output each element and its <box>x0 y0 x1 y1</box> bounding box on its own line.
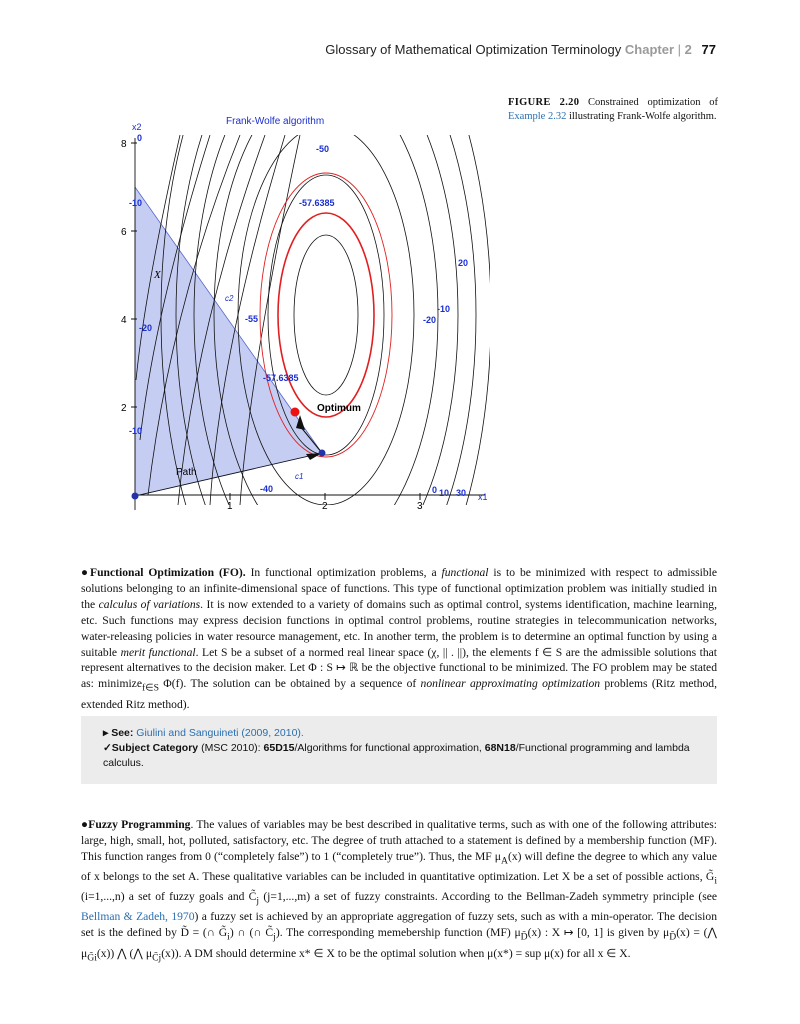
contour-label: -57.6385 <box>299 198 335 208</box>
entry-text: (x) will define the degree to which any value of x belongs to the set A. These qualitative variables can be included in quantitative optimization. Let X be a set of possible actions, G̃ <box>81 849 717 884</box>
contour-label: -55 <box>245 314 259 324</box>
entry-subscript: i <box>714 875 717 887</box>
optimum-point <box>291 408 300 417</box>
contour-label: 10 <box>439 488 450 498</box>
iterate-point <box>319 450 326 457</box>
contour-label: 0 <box>137 133 143 143</box>
contour-line <box>294 235 358 395</box>
y-axis-label: x2 <box>132 122 142 132</box>
figure-caption <box>508 96 718 124</box>
citation-link[interactable]: Bellman & Zadeh, 1970 <box>81 910 195 924</box>
contour-label: -57.6385 <box>263 373 299 383</box>
entry-text: problems (Ritz method, extended Ritz method). <box>81 677 717 711</box>
contour-label: 30 <box>456 488 467 498</box>
entry-subscript: j <box>256 895 260 907</box>
constraint-label: c1 <box>295 472 304 481</box>
entry-text: (x)). A DM should determine x* ∈ X to be the optimal solution when μ(x*) = sup μ(x) for all x ∈ X. <box>161 946 631 960</box>
subject-desc: /Algorithms for functional approximation, <box>294 742 482 754</box>
entry-subscript: f∈S <box>141 682 159 694</box>
entry-text-italic: functional <box>441 566 489 579</box>
entry-subscript: C̃j <box>152 951 162 963</box>
see-line <box>103 726 699 741</box>
book-title: Glossary of Mathematical Optimization Terminology <box>325 42 622 57</box>
entry-text-italic: nonlinear approximating optimization <box>420 677 601 691</box>
figure-title: Frank-Wolfe algorithm <box>226 116 325 127</box>
optimum-contour <box>278 213 374 417</box>
entry-subscript: D̃ <box>669 931 677 943</box>
functional-optimization-entry <box>81 565 717 712</box>
entry-text: . It is now extended to a variety of domains such as optimal control, systems identification, machine learning, etc. Such functions may express decision functions in optimal control problems, routine strategies in telecommunication networks, water-releasing policies in water resource management, etc. In another term, the problem is to determine an optimal function by using a suitable <box>81 597 718 659</box>
entry-text: (x) : X ↦ [0, 1] is given by μ <box>527 926 670 940</box>
contour-label: -40 <box>260 484 274 494</box>
entry-text: (j=1,...,m) a set of fuzzy constraints. According to the Bellman-Zadeh symmetry principle (see <box>259 890 718 904</box>
contour-label: -50 <box>316 144 330 154</box>
contour-label: 20 <box>458 258 469 268</box>
entry-subscript: i <box>227 931 230 943</box>
subject-msc: (MSC 2010): <box>201 742 261 754</box>
entry-text: . Let S be a subset of a normed real linear space (χ, || . ||), the elements f ∈ S are the admissible solutions that represent alternatives to the decision maker. Let Φ : S ↦ ℝ be the objective functional to be minimized. The FO problem may be stated as: minimize <box>81 645 717 691</box>
contour-label: 0 <box>432 485 438 495</box>
example-link[interactable]: Example 2.32 <box>508 111 567 122</box>
y-tick-label: 6 <box>121 227 127 238</box>
entry-text-italic: merit functional <box>120 645 196 659</box>
entry-text-italic: calculus of variations <box>98 597 201 611</box>
see-label: ▸ See: <box>103 727 134 739</box>
contour-label: -20 <box>423 315 437 325</box>
x-axis-label: x1 <box>478 492 488 502</box>
entry-subscript: G̃i <box>87 951 97 963</box>
entry-text: Φ(f). The solution can be obtained by a sequence of <box>158 677 421 691</box>
entry-text: (x)) ⋀ (⋀ μ <box>96 946 153 960</box>
constraint-label: c2 <box>225 294 234 303</box>
entry-text: ) ∩ (∩ C̃ <box>229 926 274 940</box>
figure-label: FIGURE 2.20 <box>508 97 580 108</box>
x-tick-label: 2 <box>322 501 328 512</box>
running-header <box>0 42 716 57</box>
entry-text: ) a fuzzy set is achieved by an appropriate aggregation of fuzzy sets, such as with a min-operator. The decision set is the defined by D̃ = (∩ G̃ <box>81 910 717 940</box>
fuzzy-programming-entry <box>81 817 717 966</box>
contour-label: -10 <box>129 198 143 208</box>
y-tick-label: 8 <box>121 139 127 150</box>
header-separator: | <box>677 42 682 57</box>
contour-label: -10 <box>129 426 143 436</box>
entry-text: In functional optimization problems, a <box>245 566 442 579</box>
subject-desc: /Functional programming and lambda calculus. <box>103 742 690 769</box>
entry-subscript: A <box>500 855 508 867</box>
region-label: X <box>154 269 161 281</box>
page-number: 77 <box>701 42 716 57</box>
caption-text-1: Constrained optimization of <box>587 97 719 108</box>
see-also-box <box>81 716 717 784</box>
bullet: ● <box>81 818 89 831</box>
chapter-number: 2 <box>684 42 692 57</box>
subject-label: ✓Subject Category <box>103 742 199 754</box>
entry-text: (i=1,...,n) a set of fuzzy goals and C̃ <box>81 890 257 904</box>
y-tick-label: 2 <box>121 403 127 414</box>
frank-wolfe-figure <box>100 110 500 520</box>
contour-label: -10 <box>437 304 451 314</box>
bullet: ● <box>81 566 90 579</box>
entry-subscript: D̃ <box>520 931 528 943</box>
x-tick-label: 1 <box>227 501 233 512</box>
entry-text: (x) = (⋀ μ <box>81 926 717 960</box>
entry-subscript: j <box>273 931 276 943</box>
entry-text: is to be minimized with respect to admissible solutions belonging to an infinite-dimensional space of functions. This type of functional optimization problem was initially studied in the <box>81 566 717 611</box>
entry-term: Fuzzy Programming <box>88 818 191 831</box>
see-link[interactable]: Giulini and Sanguineti (2009, 2010). <box>136 727 304 739</box>
subject-code: 65D15 <box>263 742 295 754</box>
subject-code: 68N18 <box>484 742 516 754</box>
optimum-label: Optimum <box>317 403 361 414</box>
contour-label: -20 <box>139 323 153 333</box>
chapter-label: Chapter <box>624 42 675 57</box>
path-label: Path <box>176 467 197 478</box>
start-point <box>132 493 139 500</box>
feasible-region <box>135 187 322 496</box>
entry-text: ). The corresponding memebership function (MF) μ <box>275 926 521 940</box>
y-tick-label: 4 <box>121 315 127 326</box>
entry-term: Functional Optimization (FO). <box>90 566 246 579</box>
subject-line <box>103 741 699 771</box>
x-tick-label: 3 <box>417 501 423 512</box>
entry-text: . The values of variables may be best described in qualitative terms, such as with one of the following attributes: large, high, small, hot, polluted, satisfactory, etc. The degree of truth attached to a statement is defined by a membership function (MF). This function ranges from 0 (“completely false”) to 1 (“completely true”). Thus, the MF μ <box>81 818 717 863</box>
caption-text-2: illustrating Frank-Wolfe algorithm. <box>568 111 717 122</box>
